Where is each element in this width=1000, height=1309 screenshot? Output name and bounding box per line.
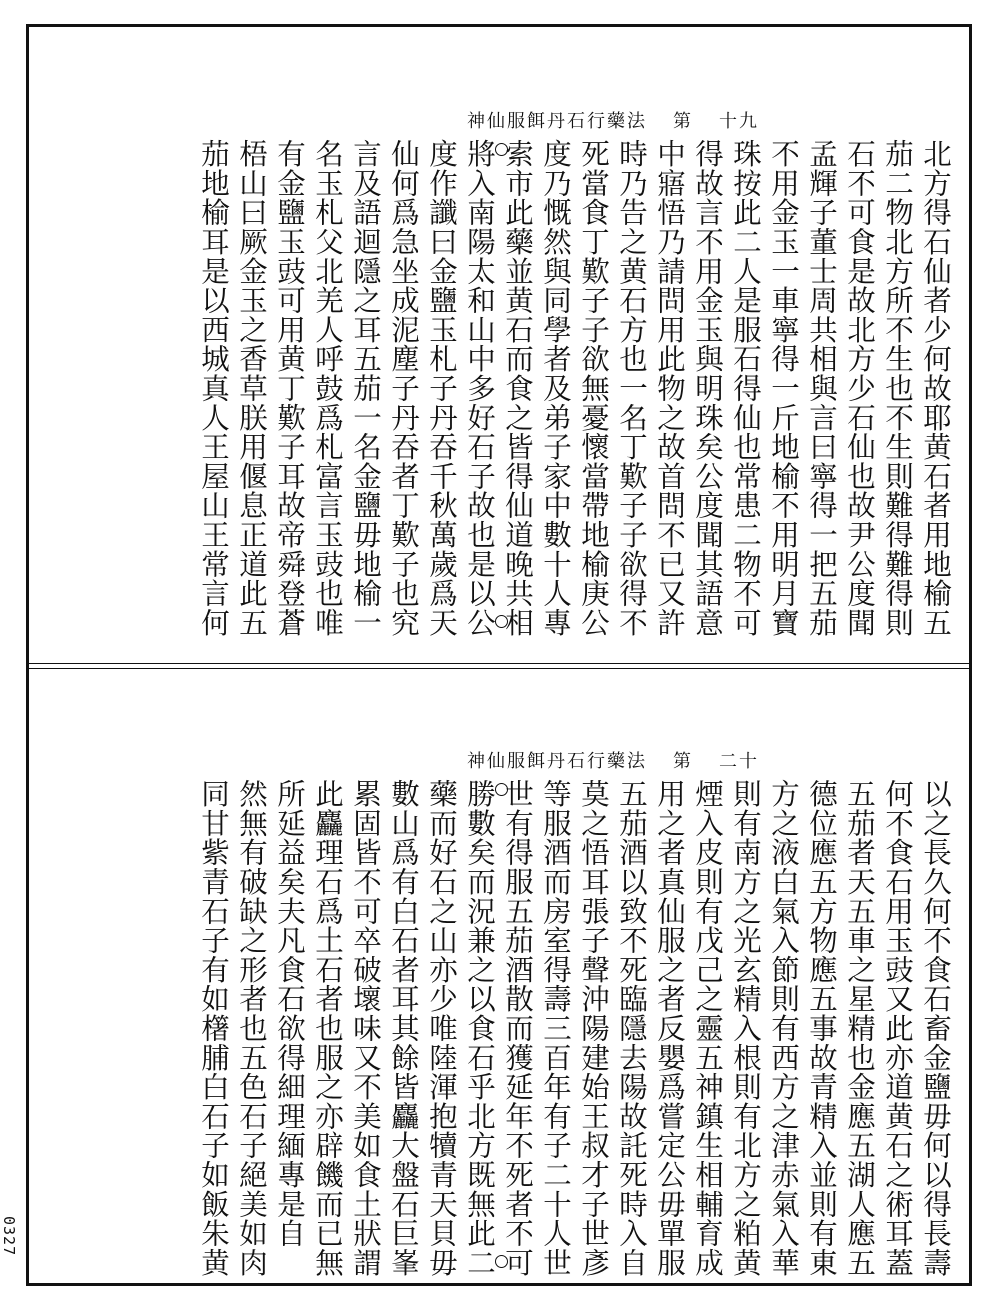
text-column: 北方得石仙者少何故耶黄石者用地榆五 bbox=[919, 139, 952, 638]
upper-text-columns bbox=[196, 139, 953, 645]
upper-page bbox=[29, 27, 969, 657]
text-column: 方之液白氣入節則有西方之津赤氣入華 bbox=[767, 779, 800, 1278]
upper-header-title: 神仙服餌丹石行藥法 bbox=[467, 111, 647, 132]
text-column: 珠按此二人是服石得仙也常患二物不可 bbox=[729, 139, 762, 638]
lower-header bbox=[467, 747, 759, 773]
text-column: 德位應五方物應五事故青精入並則有東 bbox=[805, 779, 838, 1278]
text-column: 何不食石用玉豉又此亦道黄石之術耳蓋 bbox=[881, 779, 914, 1278]
lower-header-title: 神仙服餌丹石行藥法 bbox=[467, 751, 647, 772]
text-column: 索市此藥並黄石而食之皆得仙道晚共相 bbox=[501, 139, 534, 638]
text-column: 孟輝子董士周共相與言曰寧得一把五茄 bbox=[805, 139, 838, 638]
text-column: 梧山曰厥金玉之香草朕用偃息正道此五 bbox=[235, 139, 268, 638]
text-column: 時乃告之黄石方也一名丁歎子子欲得不 bbox=[615, 139, 648, 638]
text-column: 等服酒而房室得壽三百年有子二十人世 bbox=[539, 779, 572, 1278]
upper-header bbox=[467, 107, 759, 133]
section-marker-circle bbox=[495, 143, 508, 156]
text-column: 以之長久何不食石畜金鹽毋何以得長壽 bbox=[919, 779, 952, 1278]
upper-header-page: 十九 bbox=[719, 111, 759, 132]
text-column: 度乃慨然與同學者及弟子家中數十人專 bbox=[539, 139, 572, 638]
text-column: 中寤悟乃請問用此物之故首問不已又許 bbox=[653, 139, 686, 638]
text-column: 茄二物北方所不生也不生則難得難得則 bbox=[881, 139, 914, 638]
lower-text-columns bbox=[196, 779, 953, 1285]
text-column: 不用金玉一車寧得一斤地榆不用明月寶 bbox=[767, 139, 800, 638]
text-column: 將入南陽太和山中多好石子故也是以公 bbox=[463, 139, 496, 638]
text-column: 此麤理石爲土石者也服之亦辟饑而已無 bbox=[311, 779, 344, 1278]
section-marker-circle bbox=[495, 1255, 508, 1268]
text-column: 度作讖曰金鹽玉札子丹吞千秋萬歲爲天 bbox=[425, 139, 458, 638]
text-column: 然無有破缺之形者也五色石子絕美如肉 bbox=[235, 779, 268, 1278]
text-column: 煙入皮則有戊己之靈五神鎮生相輔育成 bbox=[691, 779, 724, 1278]
text-column: 茄地榆耳是以西城真人王屋山王常言何 bbox=[197, 139, 230, 638]
text-column: 則有南方之光玄精入根則有北方之粕黄 bbox=[729, 779, 762, 1278]
text-column: 同甘紫青石子有如櫡脯白石子如飯朱黄 bbox=[197, 779, 230, 1278]
section-marker-circle bbox=[495, 615, 508, 628]
text-column: 名玉札父北羌人呼鼓爲札富言玉豉也唯 bbox=[311, 139, 344, 638]
text-column: 莫之悟耳張子聲沖陽建始王叔才子世彥 bbox=[577, 779, 610, 1278]
page-number: 0327 bbox=[0, 1216, 18, 1257]
text-column: 世有得服五茄酒散而獲延年不死者不可 bbox=[501, 779, 534, 1278]
text-column: 得故言不用金玉與明珠矣公度聞其語意 bbox=[691, 139, 724, 638]
section-marker-circle bbox=[495, 783, 508, 796]
text-column: 石不可食是故北方少石仙也故尹公度聞 bbox=[843, 139, 876, 638]
text-column: 數山爲有白石者耳其餘皆麤大盤石巨峯 bbox=[387, 779, 420, 1278]
lower-header-page: 二十 bbox=[719, 751, 759, 772]
text-column: 用之者真仙服之者反嬰爲嘗定公毋單服 bbox=[653, 779, 686, 1278]
lower-header-section: 第 bbox=[673, 751, 693, 772]
text-column: 仙何爲急坐成泥塵子丹吞者丁歎子也究 bbox=[387, 139, 420, 638]
text-column: 藥而好石之山亦少唯陸渾抱犢青天貝毋 bbox=[425, 779, 458, 1278]
text-column: 勝數矣而況兼之以食石乎北方既無此二 bbox=[463, 779, 496, 1278]
text-column: 死當食丁歎子子欲無憂懷當帶地榆庚公 bbox=[577, 139, 610, 638]
text-column: 五茄酒以致不死臨隱去陽故託死時入自 bbox=[615, 779, 648, 1278]
page-frame bbox=[26, 24, 972, 1286]
text-column: 所延益矣夫凡食石欲得細理緬專是自 bbox=[273, 779, 306, 1248]
text-column: 有金鹽玉豉可用黄丁歎子耳故帝舜登蒼 bbox=[273, 139, 306, 638]
text-column: 五茄者天五車之星精也金應五湖人應五 bbox=[843, 779, 876, 1278]
upper-header-section: 第 bbox=[673, 111, 693, 132]
text-column: 累固皆不可卒破壞味又不美如食土狀謂 bbox=[349, 779, 382, 1278]
text-column: 言及語迴隱之耳五茄一名金鹽毋地榆一 bbox=[349, 139, 382, 638]
lower-page bbox=[29, 667, 969, 1297]
